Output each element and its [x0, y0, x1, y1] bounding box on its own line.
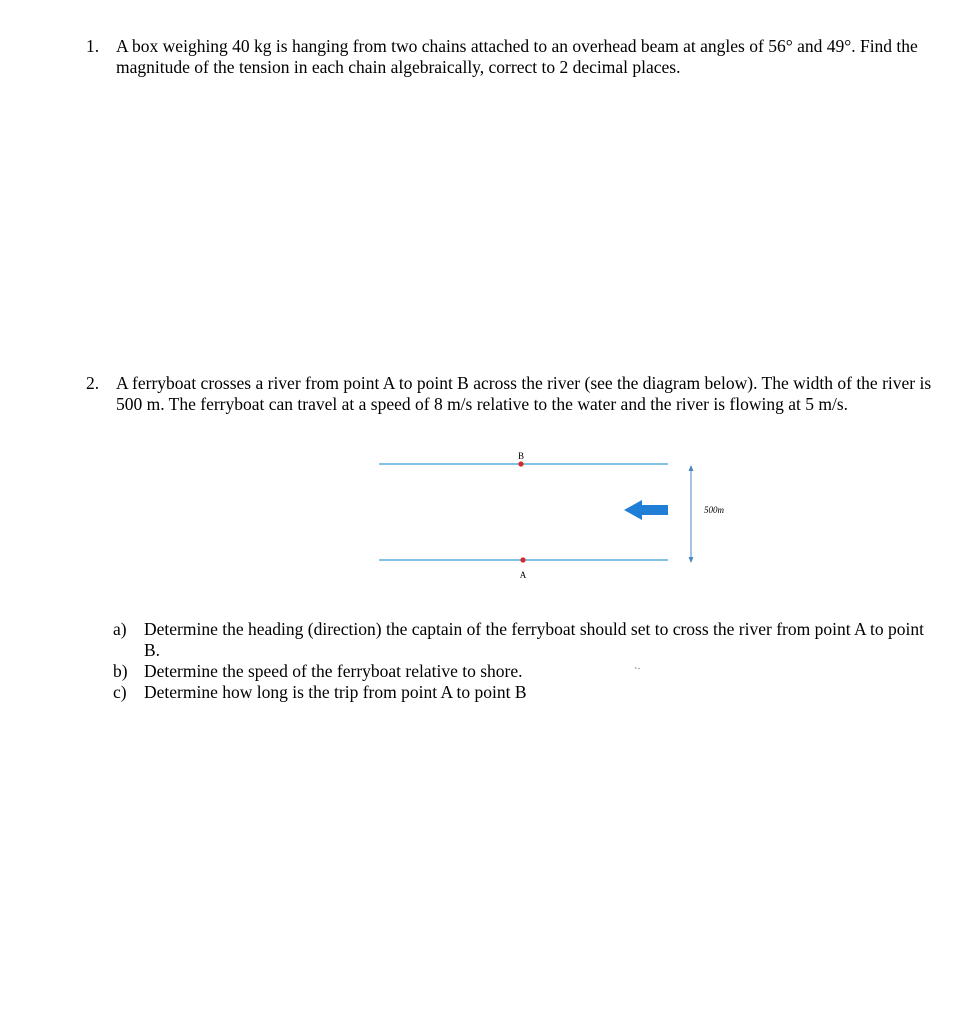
sub-question-a-label: a) [113, 619, 127, 639]
question-1 [86, 36, 936, 78]
point-a-marker [520, 557, 525, 562]
point-a-label: A [519, 570, 527, 580]
sub-question-c-text: Determine how long is the trip from point A to point B [144, 682, 527, 702]
width-arrow-icon [689, 465, 694, 563]
width-label: 500m [704, 505, 724, 515]
river-diagram [370, 445, 750, 585]
sub-question-list [113, 619, 943, 703]
sub-question-b-label: b) [113, 661, 128, 681]
point-b-marker [518, 461, 523, 466]
sub-question-c-label: c) [113, 682, 127, 702]
sub-question-a-text: Determine the heading (direction) the captain of the ferryboat should set to cross the river from point A to point B. [144, 619, 924, 660]
question-2-text: A ferryboat crosses a river from point A to point B across the river (see the diagram below). The width of the river is 500 m. The ferryboat can travel at a speed of 8 m/s relative to the water and the river is flowing at 5 m/s. [116, 373, 932, 414]
sub-question-b-text: Determine the speed of the ferryboat relative to shore. [144, 661, 523, 681]
stray-mark: `˙ [634, 667, 641, 678]
question-2-number: 2. [86, 373, 100, 393]
sub-question-c [113, 682, 943, 703]
sub-question-a [113, 619, 943, 661]
sub-question-b [113, 661, 943, 682]
question-1-text: A box weighing 40 kg is hanging from two chains attached to an overhead beam at angles of 56° and 49°. Find the magnitude of the tension in each chain algebraically, correct to 2 decimal places. [116, 36, 918, 77]
point-b-label: B [517, 451, 525, 461]
question-2 [86, 373, 936, 415]
question-1-number: 1. [86, 36, 100, 56]
current-arrow-icon [624, 500, 668, 520]
